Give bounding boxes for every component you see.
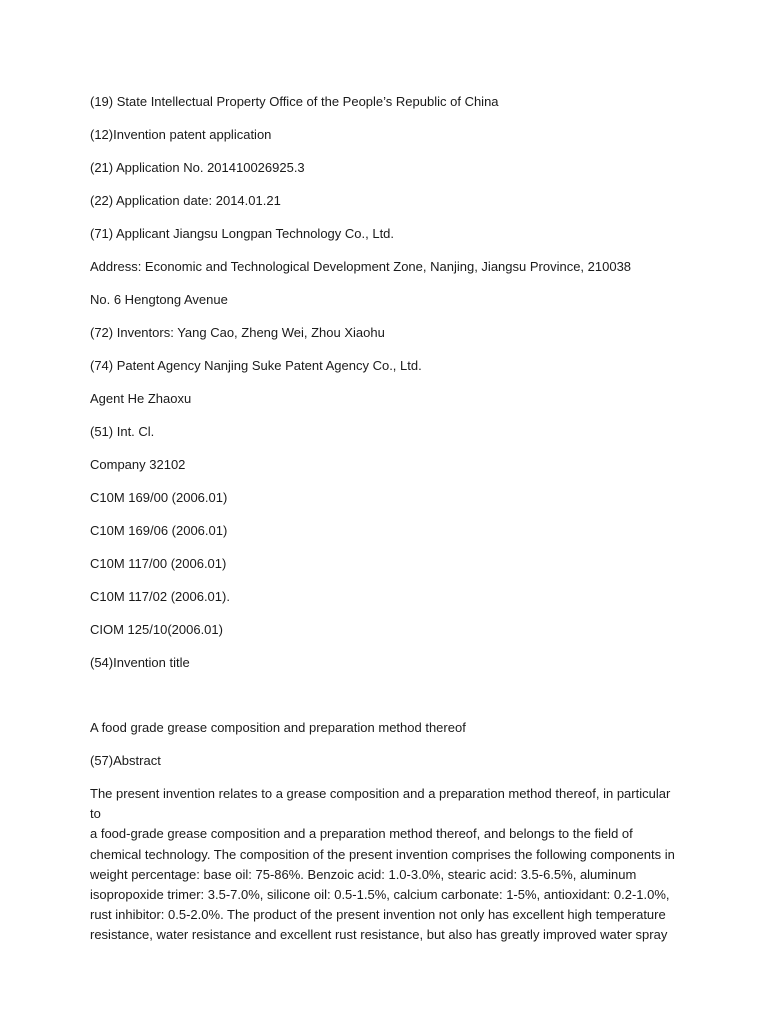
patent-agency: (74) Patent Agency Nanjing Suke Patent Agency Co., Ltd. [90,358,422,373]
abstract-line: chemical technology. The composition of the present invention comprises the following components in [90,846,675,862]
application-number: (21) Application No. 201410026925.3 [90,160,305,175]
document-type: (12)Invention patent application [90,127,272,142]
classification-item: CIOM 125/10(2006.01) [90,622,223,637]
patent-document [90,92,682,946]
abstract-heading: (57)Abstract [90,753,161,768]
issuing-office: (19) State Intellectual Property Office of the People’s Republic of China [90,94,499,109]
company-code: Company 32102 [90,457,186,472]
abstract-line: resistance, water resistance and excellent rust resistance, but also has greatly improved water spray [90,927,668,943]
int-cl-heading: (51) Int. Cl. [90,424,155,439]
abstract-line: a food-grade grease composition and a preparation method thereof, and belongs to the field of [90,826,633,842]
abstract-line: isopropoxide trimer: 3.5-7.0%, silicone oil: 0.5-1.5%, calcium carbonate: 1-5%, antioxidant: 0.2-1.0%, [90,887,670,903]
address-line-2: No. 6 Hengtong Avenue [90,292,228,307]
inventors: (72) Inventors: Yang Cao, Zheng Wei, Zhou Xiaohu [90,325,385,340]
agent: Agent He Zhaoxu [90,391,192,406]
abstract-line: rust inhibitor: 0.5-2.0%. The product of the present invention not only has excellent high temperature [90,907,666,923]
classification-item: C10M 169/06 (2006.01) [90,523,228,538]
blank-spacer [90,686,682,718]
applicant: (71) Applicant Jiangsu Longpan Technology Co., Ltd. [90,226,395,241]
classification-item: C10M 117/02 (2006.01). [90,589,230,604]
abstract-body [90,784,682,946]
address-line-1: Address: Economic and Technological Development Zone, Nanjing, Jiangsu Province, 210038 [90,259,632,274]
title-heading: (54)Invention title [90,655,190,670]
invention-title: A food grade grease composition and preparation method thereof [90,720,466,735]
application-date: (22) Application date: 2014.01.21 [90,193,281,208]
abstract-line: The present invention relates to a grease composition and a preparation method thereof, in particular to [90,786,671,822]
classification-item: C10M 169/00 (2006.01) [90,490,228,505]
abstract-line: weight percentage: base oil: 75-86%. Benzoic acid: 1.0-3.0%, stearic acid: 3.5-6.5%, aluminum [90,866,637,882]
classification-item: C10M 117/00 (2006.01) [90,556,227,571]
